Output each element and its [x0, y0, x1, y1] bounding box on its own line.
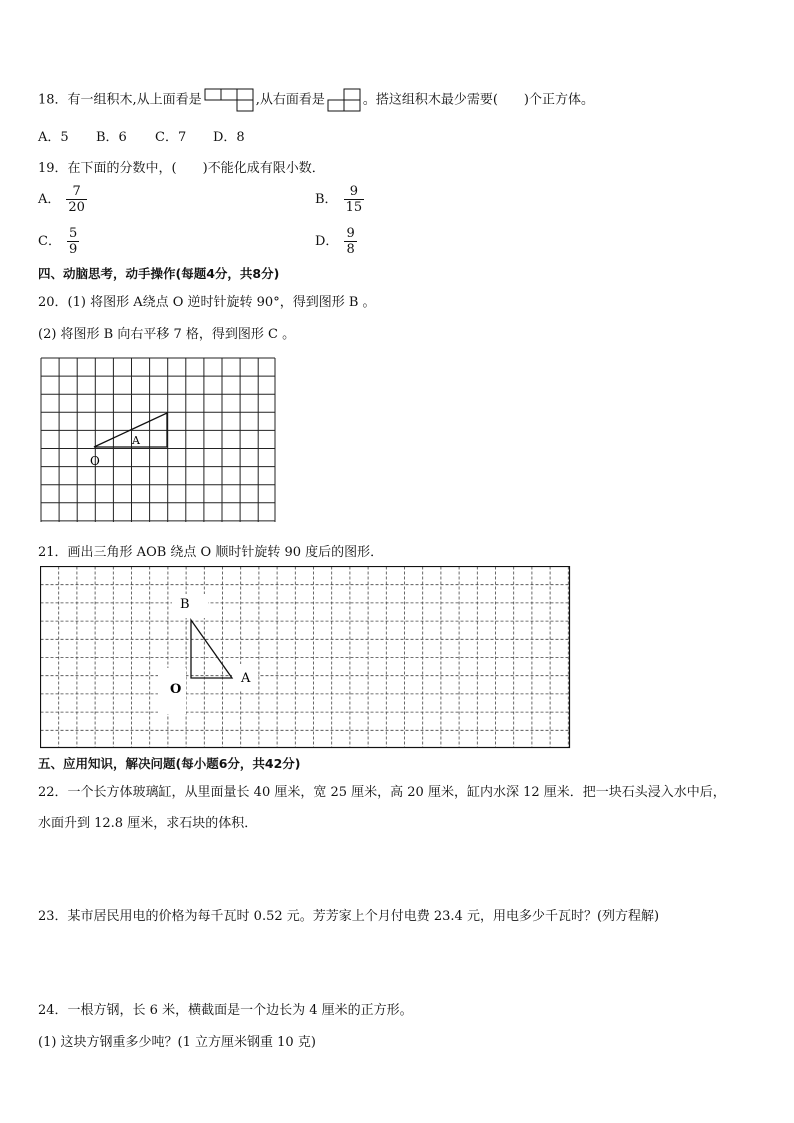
fraction-b: $\frac{9}{15}$: [345, 184, 363, 215]
top-view-figure: [204, 88, 254, 112]
q19-option-b: B． $\frac{9}{15}$: [315, 184, 363, 215]
q22-line2: 水面升到 12.8 厘米，求石块的体积．: [38, 816, 258, 831]
label-a: A: [241, 671, 251, 686]
triangle-aob: [191, 620, 232, 678]
q19-option-a: A． $\frac{7}{20}$: [38, 184, 85, 215]
q19-stem: 19．在下面的分数中，( )不能化成有限小数．: [38, 161, 325, 176]
label-b: B: [180, 597, 190, 612]
q20-grid: [40, 357, 276, 523]
q20-line1: 20．(1) 将图形 A绕点 O 逆时针旋转 90°，得到图形 B 。: [38, 295, 376, 310]
q18-option-a: A．5: [38, 130, 69, 145]
q19-option-c: C． $\frac{5}{9}$: [38, 226, 78, 257]
fraction-a: $\frac{7}{20}$: [68, 184, 85, 215]
q18-option-c: C．7: [155, 130, 187, 145]
label-a: A: [132, 434, 140, 447]
q18-option-d: D．8: [213, 130, 245, 145]
right-view-figure: [327, 88, 361, 112]
label-o: O: [90, 454, 100, 468]
fraction-c: $\frac{5}{9}$: [68, 226, 78, 257]
section-4-heading: 四、动脑思考，动手操作(每题4分，共8分): [38, 266, 280, 281]
q23-stem: 23．某市居民用电的价格为每千瓦时 0.52 元。芳芳家上个月付电费 23.4 元，用电多少千瓦时？(列方程解): [38, 909, 660, 924]
q24-line2: (1) 这块方钢重多少吨？(1 立方厘米钢重 10 克): [38, 1035, 316, 1050]
q20-line2: (2) 将图形 B 向右平移 7 格，得到图形 C 。: [38, 327, 296, 342]
q22-line1: 22．一个长方体玻璃缸，从里面量长 40 厘米，宽 25 厘米，高 20 厘米，缸内水深 12 厘米．把一块石头浸入水中后，: [38, 785, 726, 800]
label-o: O: [170, 682, 182, 697]
q21-stem: 21．画出三角形 AOB 绕点 O 顺时针旋转 90 度后的图形．: [38, 545, 384, 560]
section-5-heading: 五、应用知识，解决问题(每小题6分，共42分): [38, 756, 301, 771]
q19-option-d: D． $\frac{9}{8}$: [315, 226, 355, 257]
q18-stem: 18．有一组积木,从上面看是 ,从右面看是 。搭这组积木最少需要( )个正方体。: [38, 88, 594, 112]
q21-grid: [40, 566, 571, 749]
q24-line1: 24．一根方钢，长 6 米，横截面是一个边长为 4 厘米的正方形。: [38, 1003, 413, 1018]
fraction-d: $\frac{9}{8}$: [346, 226, 355, 257]
q18-option-b: B．6: [96, 130, 127, 145]
